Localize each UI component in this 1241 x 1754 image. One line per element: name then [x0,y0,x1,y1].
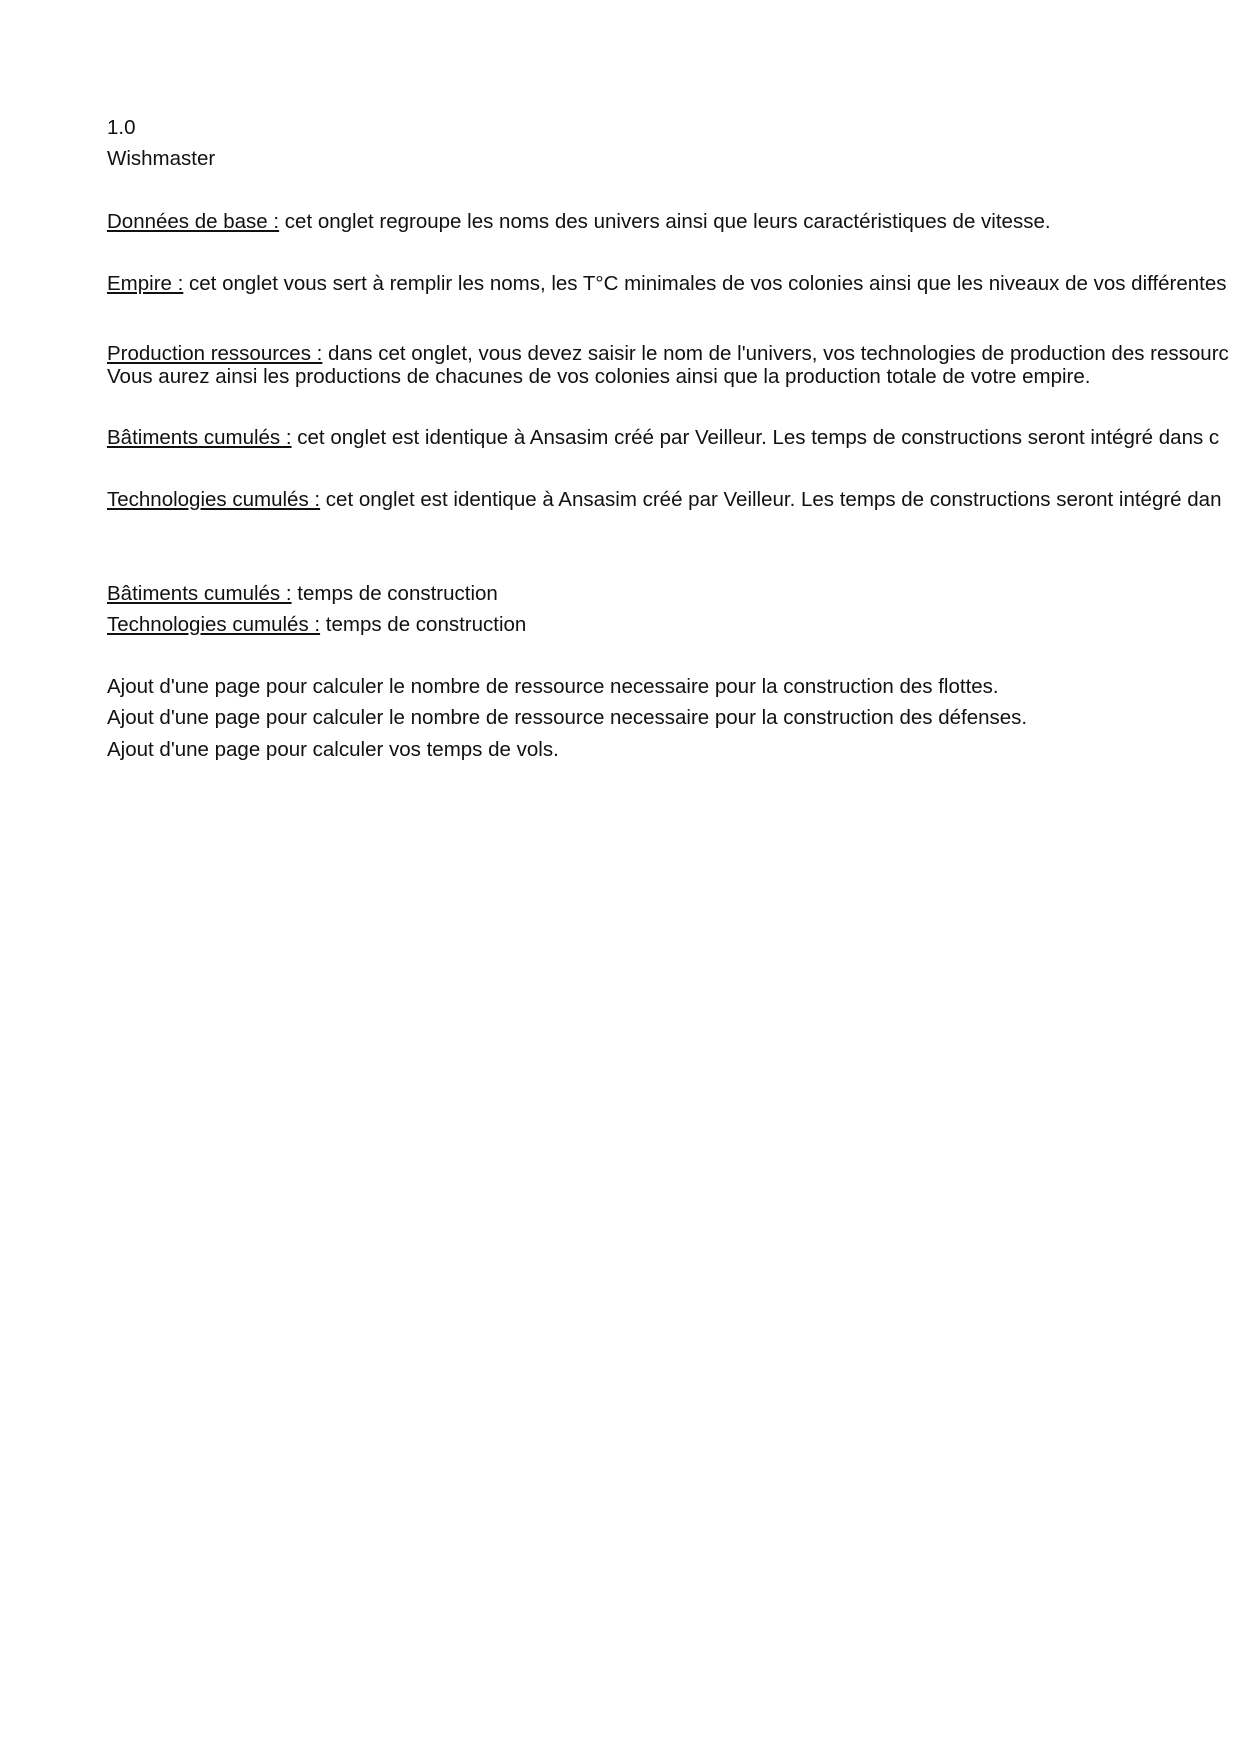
todo-technologies-cumules [107,613,1241,637]
section-text: cet onglet regroupe les noms des univers ainsi que leurs caractéristiques de vitesse. [279,210,1051,233]
todo-label: Bâtiments cumulés : [107,582,292,605]
section-production-ressources [107,342,1241,366]
section-text: cet onglet est identique à Ansasim créé par Veilleur. Les temps de constructions seront intégré dans c [291,426,1220,449]
section-text: cet onglet vous sert à remplir les noms, les T°C minimales de vos colonies ainsi que les niveaux de vos différentes [183,272,1227,295]
section-label: Empire : [107,272,184,295]
todo-text: temps de construction [320,613,527,636]
addition-flottes: Ajout d'une page pour calculer le nombre de ressource necessaire pour la construction des flottes. [107,675,999,698]
section-donnees-de-base [107,210,1241,234]
section-text: dans cet onglet, vous devez saisir le nom de l'univers, vos technologies de production des ressourc [322,342,1229,365]
section-production-ressources-continuation: Vous aurez ainsi les productions de chacunes de vos colonies ainsi que la production totale de votre empire. [107,365,1091,388]
todo-label: Technologies cumulés : [107,613,321,636]
addition-temps-de-vols: Ajout d'une page pour calculer vos temps de vols. [107,738,559,761]
author-name: Wishmaster [107,147,216,170]
section-batiments-cumules [107,426,1241,450]
section-label: Production ressources : [107,342,323,365]
section-label: Données de base : [107,210,280,233]
section-text: cet onglet est identique à Ansasim créé par Veilleur. Les temps de constructions seront intégré dan [320,488,1222,511]
addition-defenses: Ajout d'une page pour calculer le nombre de ressource necessaire pour la construction des défenses. [107,706,1028,729]
todo-batiments-cumules [107,582,1241,606]
todo-text: temps de construction [291,582,498,605]
version-number: 1.0 [107,116,136,139]
section-technologies-cumules [107,488,1241,512]
section-label: Technologies cumulés : [107,488,321,511]
section-empire [107,272,1241,296]
section-label: Bâtiments cumulés : [107,426,292,449]
